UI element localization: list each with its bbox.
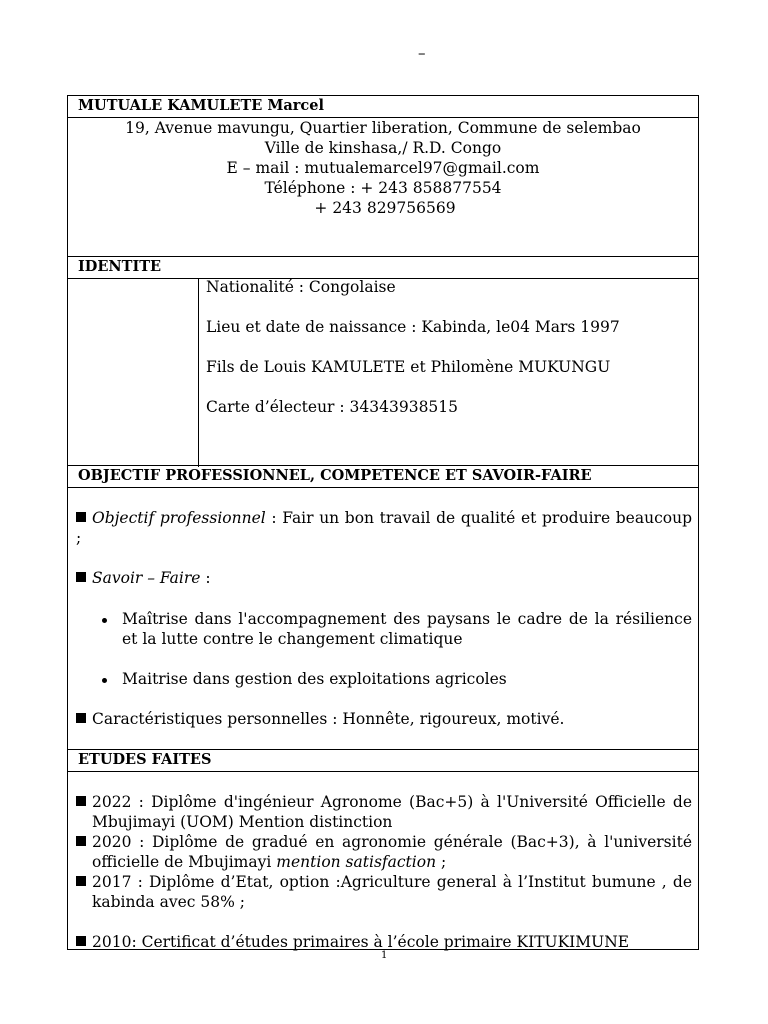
naissance: Lieu et date de naissance : Kabinda, le04 Mars 1997 [206, 318, 620, 336]
name-text: MUTUALE KAMULETE Marcel [78, 97, 324, 114]
etude-item-2010 [76, 932, 692, 952]
objectif-title: OBJECTIF PROFESSIONNEL, COMPETENCE ET SAVOIR-FAIRE [78, 467, 592, 484]
bullet-dot-icon [102, 678, 107, 683]
etude-item-2017 [76, 872, 692, 912]
objectif-item [76, 508, 692, 548]
nationalite: Nationalité : Congolaise [206, 278, 396, 296]
savoir-item [76, 568, 692, 588]
identite-body [68, 278, 698, 467]
square-bullet-icon [76, 713, 86, 723]
objectif-text: : Fair un bon travail de qualité et produire beaucoup ; [76, 509, 692, 547]
objectif-label: Objectif professionnel [92, 509, 266, 527]
etudes-title: ETUDES FAITES [78, 751, 212, 768]
phone-line1: Téléphone : + 243 858877554 [264, 179, 502, 197]
address-line2: Ville de kinshasa,/ R.D. Congo [264, 139, 502, 157]
etude-2010-text: 2010: Certificat d’études primaires à l’école primaire KITUKIMUNE [92, 933, 630, 951]
identite-column-divider [198, 278, 199, 467]
etude-item-2020 [76, 832, 692, 872]
top-dash: – [418, 44, 426, 62]
etude-2022-text: 2022 : Diplôme d'ingénieur Agronome (Bac+5) à l'Université Officielle de Mbujimayi (UOM) Mention distinction [92, 793, 692, 831]
contact-block [68, 117, 698, 264]
etude-2020-text: 2020 : Diplôme de gradué en agronomie générale (Bac+3), à l'université officielle de Mbujimayi [92, 833, 692, 871]
phone-line2: + 243 829756569 [314, 199, 456, 217]
bullet-dot-icon [102, 618, 107, 623]
name-header [68, 96, 698, 118]
identite-title: IDENTITE [78, 258, 162, 275]
objectif-body [68, 487, 698, 749]
square-bullet-icon [76, 796, 86, 806]
square-bullet-icon [76, 836, 86, 846]
square-bullet-icon [76, 876, 86, 886]
caracteristiques-item [76, 709, 692, 729]
etude-item-2022 [76, 792, 692, 832]
etudes-header [68, 749, 698, 772]
square-bullet-icon [76, 936, 86, 946]
savoir-label: Savoir – Faire [92, 569, 201, 587]
email-line: E – mail : mutualemarcel97@gmail.com [226, 159, 540, 177]
objectif-header [68, 465, 698, 488]
savoir-colon: : [200, 569, 211, 587]
square-bullet-icon [76, 512, 86, 522]
carte-electeur: Carte d’électeur : 34343938515 [206, 398, 459, 416]
etude-2017-text: 2017 : Diplôme d’Etat, option :Agriculture general à l’Institut bumune , de kabinda avec 58% ; [92, 873, 692, 911]
square-bullet-icon [76, 572, 86, 582]
etude-2020-end: ; [436, 853, 447, 871]
page-number: 1 [381, 950, 388, 961]
etude-2020-mention: mention satisfaction [276, 853, 437, 871]
savoir-bullet1: Maîtrise dans l'accompagnement des paysans le cadre de la résilience et la lutte contre le changement climatique [122, 610, 692, 648]
etudes-body [68, 771, 698, 951]
parents: Fils de Louis KAMULETE et Philomène MUKUNGU [206, 358, 611, 376]
caracteristiques-text: Caractéristiques personnelles : Honnête, rigoureux, motivé. [92, 710, 565, 728]
address-line1: 19, Avenue mavungu, Quartier liberation, Commune de selembao [125, 119, 641, 137]
savoir-bullet2: Maitrise dans gestion des exploitations agricoles [122, 670, 507, 688]
identite-header [68, 256, 698, 279]
cv-frame [67, 95, 699, 950]
